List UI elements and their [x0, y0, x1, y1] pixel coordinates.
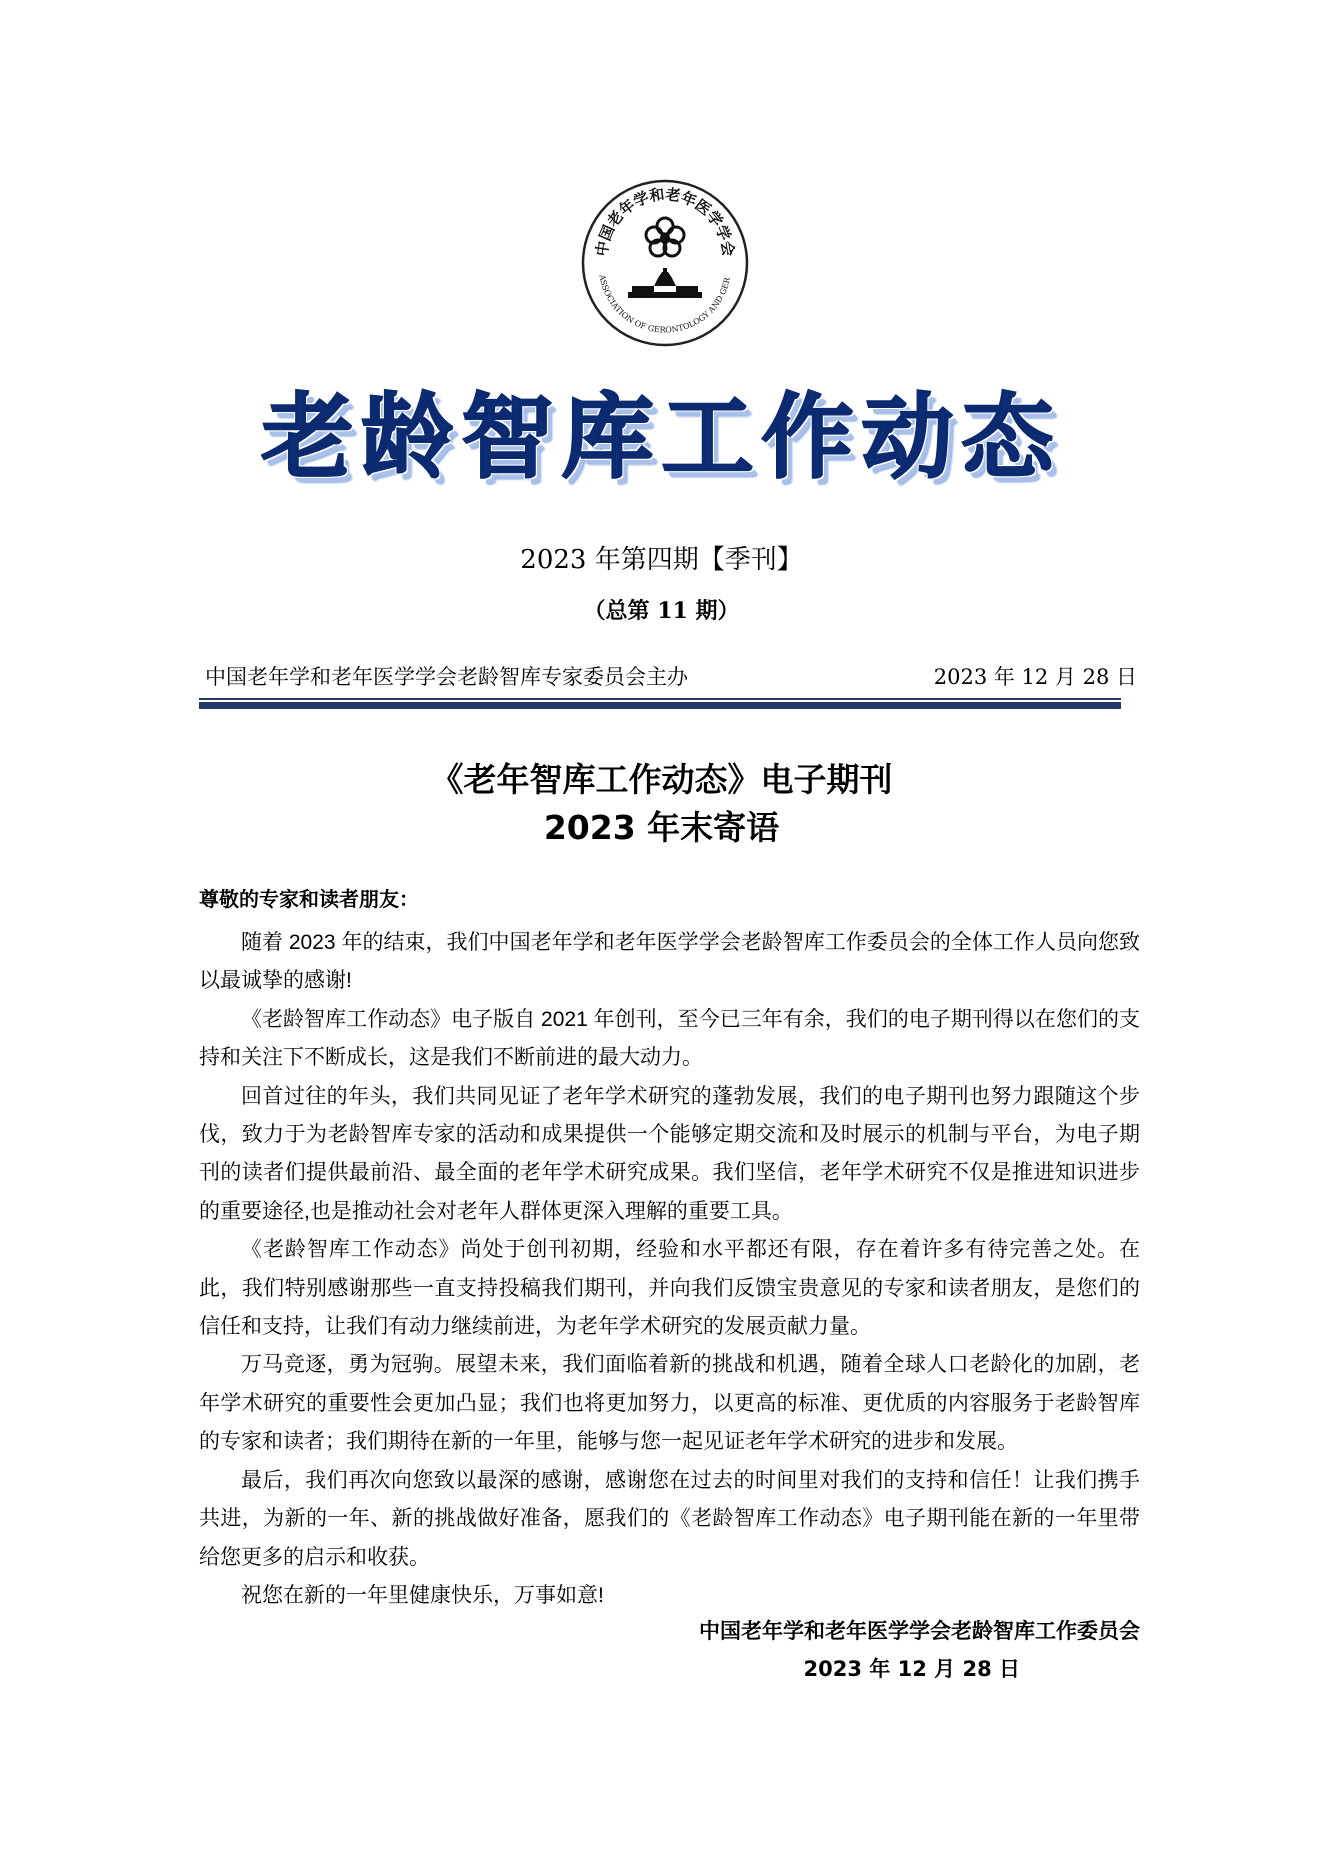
- header-rule-thin: [199, 698, 1121, 700]
- paragraph: 祝您在新的一年里健康快乐，万事如意!: [241, 1583, 604, 1607]
- issue-label: 2023 年第四期【季刊】: [520, 545, 803, 575]
- article-body: [199, 924, 1140, 1615]
- seal-en-text: ASSOCIATION OF GERONTOLOGY AND GER: [597, 273, 732, 335]
- signature-date: 2023 年 12 月 28 日: [803, 1657, 1020, 1681]
- paragraph: 万马竞逐，勇为冠驹。展望未来，我们面临着新的挑战和机遇，随着全球人口老龄化的加剧，老年学术研究的重要性会更加凸显；我们也将更加努力，以更高的标准、更优质的内容服务于老龄智库的专家和读者；我们期待在新的一年里，能够与您一起见证老年学术研究的进步和发展。: [199, 1353, 1140, 1454]
- seal-cn-text: 中国老年学和老年医学学会: [592, 185, 738, 258]
- paragraph: 《老龄智库工作动态》尚处于创刊初期，经验和水平都还有限，存在着许多有待完善之处。在此，我们特别感谢那些一直支持投稿我们期刊，并向我们反馈宝贵意见的专家和读者朋友，是您们的信任和支持，让我们有动力继续前进，为老年学术研究的发展贡献力量。: [199, 1238, 1140, 1339]
- paragraph: 回首过往的年头，我们共同见证了老年学术研究的蓬勃发展，我们的电子期刊也努力跟随这个步伐，致力于为老龄智库专家的活动和成果提供一个能够定期交流和及时展示的机制与平台，为电子期刊的读者们提供最前沿、最全面的老年学术研究成果。我们坚信，老年学术研究不仅是推进知识进步的重要途径,也是推动社会对老年人群体更深入理解的重要工具。: [199, 1084, 1140, 1223]
- header-rule-thick: [199, 702, 1121, 709]
- signature-organization: 中国老年学和老年医学学会老龄智库工作委员会: [699, 1619, 1140, 1643]
- association-seal-icon: [580, 178, 750, 348]
- article-title-line1: 《老年智库工作动态》电子期刊: [430, 760, 893, 799]
- issue-total-number: （总第 11 期）: [583, 598, 740, 624]
- paragraph: 随着 2023 年的结束，我们中国老年学和老年医学学会老龄智库工作委员会的全体工作人员向您致以最诚挚的感谢!: [199, 931, 1140, 993]
- paragraph: 《老龄智库工作动态》电子版自 2021 年创刊，至今已三年有余，我们的电子期刊得以在您们的支持和关注下不断成长，这是我们不断前进的最大动力。: [199, 1007, 1140, 1070]
- article-title-line2: 2023 年末寄语: [543, 808, 780, 847]
- signature: [699, 1612, 1140, 1688]
- publication-date: 2023 年 12 月 28 日: [933, 665, 1137, 689]
- masthead-title: 老龄智库工作动态: [261, 384, 1062, 491]
- article-title: [0, 756, 1323, 852]
- paragraph: 最后，我们再次向您致以最深的感谢，感谢您在过去的时间里对我们的支持和信任！让我们携手共进，为新的一年、新的挑战做好准备，愿我们的《老龄智库工作动态》电子期刊能在新的一年里带给您更多的启示和收获。: [199, 1468, 1140, 1569]
- salutation: 尊敬的专家和读者朋友：: [199, 887, 419, 911]
- sponsor-text: 中国老年学和老年医学学会老龄智库专家委员会主办: [205, 665, 688, 689]
- sponsor-row: [199, 662, 1137, 692]
